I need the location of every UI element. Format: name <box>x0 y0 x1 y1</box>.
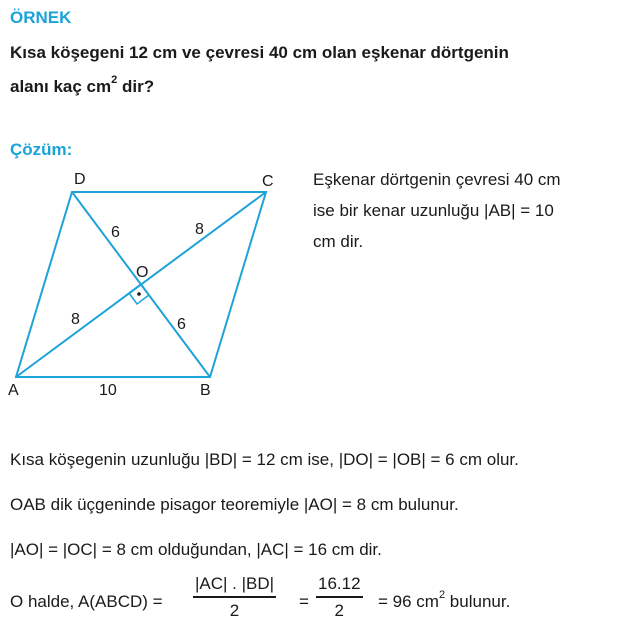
fraction-1-numerator: |AC| . |BD| <box>195 574 275 593</box>
formula-result-end: bulunur. <box>445 592 511 611</box>
question-line-2 <box>10 70 154 104</box>
right-angle-dot <box>137 292 141 296</box>
vertex-d-label: D <box>74 171 86 188</box>
formula-result <box>378 587 510 617</box>
fraction-2-bar <box>316 596 363 598</box>
segment-oc-label: 8 <box>195 221 204 238</box>
fraction-1-bar <box>193 596 276 598</box>
segment-ob-label: 6 <box>177 316 186 333</box>
formula-prefix: O halde, A(ABCD) = <box>10 592 163 611</box>
vertex-a-label: A <box>8 382 19 399</box>
solution-line-1: Kısa köşegenin uzunluğu |BD| = 12 cm ise, |DO| = |OB| = 6 cm olur. <box>10 450 519 469</box>
solution-heading: Çözüm: <box>10 140 73 159</box>
question-text-end: dir? <box>117 77 155 96</box>
rhombus-figure <box>0 165 300 405</box>
fraction-1-denominator: 2 <box>229 600 240 620</box>
formula-result-superscript: 2 <box>438 589 446 602</box>
question-text: alanı kaç cm <box>10 77 112 96</box>
fraction-numeric <box>316 574 363 621</box>
solution-line-3: |AO| = |OC| = 8 cm olduğundan, |AC| = 16 cm dir. <box>10 540 382 559</box>
fraction-2-numerator: 16.12 <box>318 574 361 593</box>
segment-do-label: 6 <box>111 224 120 241</box>
side-text-line-1: Eşkenar dörtgenin çevresi 40 cm <box>313 170 561 189</box>
example-heading: ÖRNEK <box>10 8 72 27</box>
segment-ab-label: 10 <box>99 382 117 399</box>
segment-ao-label: 8 <box>71 311 80 328</box>
fraction-2-denominator: 2 <box>334 600 344 620</box>
formula-equals: = <box>299 592 309 611</box>
question-superscript: 2 <box>111 74 118 87</box>
vertex-o-label: O <box>136 264 149 281</box>
question-line-1: Kısa köşegeni 12 cm ve çevresi 40 cm olan eşkenar dörtgenin <box>10 43 509 62</box>
solution-line-2: OAB dik üçgeninde pisagor teoremiyle |AO| = 8 cm bulunur. <box>10 495 459 514</box>
side-text-line-2: ise bir kenar uzunluğu |AB| = 10 <box>313 201 554 220</box>
vertex-c-label: C <box>262 173 274 190</box>
formula-result-text: = 96 cm <box>378 592 439 611</box>
vertex-b-label: B <box>200 382 211 399</box>
fraction-ac-bd <box>193 574 276 621</box>
side-text-line-3: cm dir. <box>313 232 364 251</box>
